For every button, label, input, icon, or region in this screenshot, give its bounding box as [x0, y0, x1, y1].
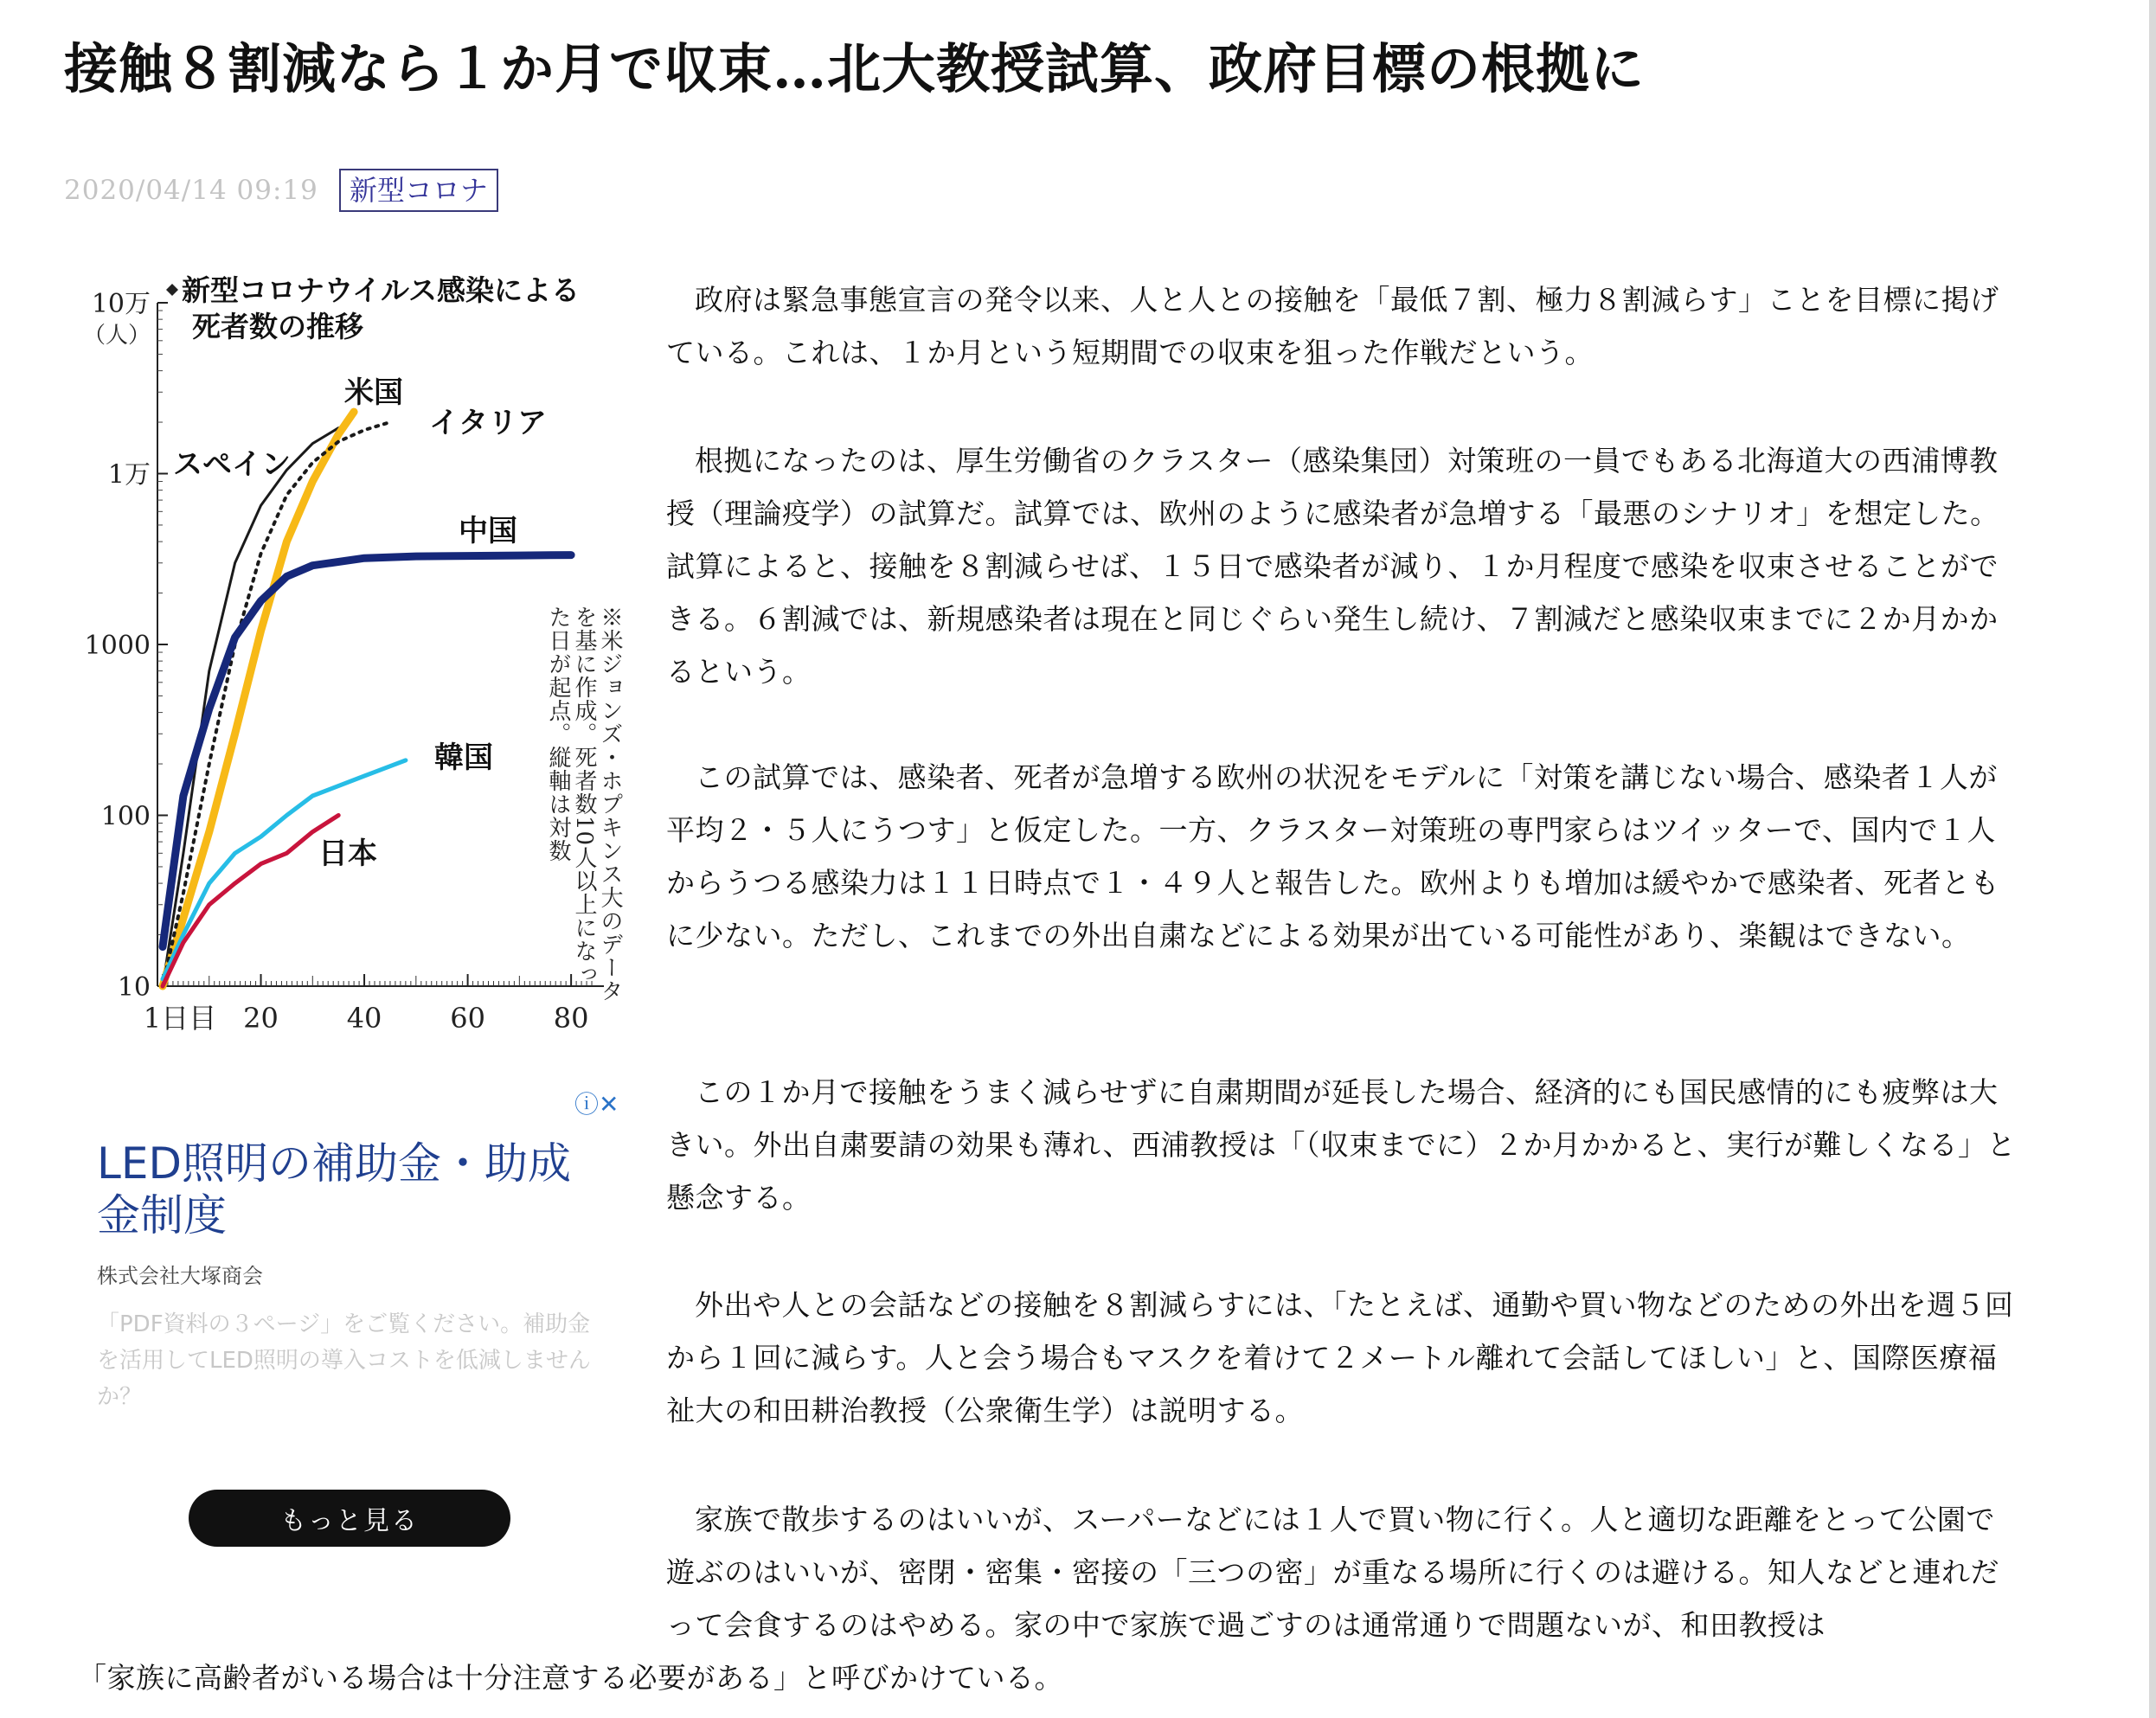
- series-line: [163, 412, 354, 986]
- x-tick-label: 1日目: [143, 1002, 217, 1035]
- ad-title[interactable]: LED照明の補助金・助成金制度: [97, 1138, 571, 1240]
- x-tick-label: 20: [243, 1002, 279, 1035]
- article-paragraph: 外出や人との会話などの接触を８割減らすには、「たとえば、通勤や買い物などのための外出を週５回から１回に減らす。人と会う場合もマスクを着けて２メートル離れて会話してほしい」と、国際医療福祉大の和田耕治教授（公衆衛生学）は説明する。: [666, 1288, 2014, 1427]
- y-tick-label: 100: [100, 801, 151, 832]
- chart-axes: [83, 289, 604, 1035]
- publish-datetime: 2020/04/14 09:19: [64, 175, 318, 206]
- chart-title: [166, 273, 580, 343]
- article-paragraph: この試算では、感染者、死者が急増する欧州の状況をモデルに「対策を講じない場合、感染者１人が平均２・５人にうつす」と仮定した。一方、クラスター対策班の専門家らはツイッターで、国内で１人からうつる感染力は１１日時点で１・４９人と報告した。欧州よりも増加は緩やかで感染者、死者ともに少ない。ただし、これまでの外出自粛などによる効果が出ている可能性があり、楽観はできない。: [666, 760, 1999, 952]
- ad-sponsor: 株式会社大塚商会: [97, 1264, 263, 1288]
- series-label: 韓国: [434, 740, 493, 775]
- series-label: イタリア: [429, 406, 547, 440]
- chart-title-line: 新型コロナウイルス感染による: [182, 273, 581, 307]
- deaths-chart: [43, 264, 640, 1060]
- y-tick-label: 10: [117, 972, 151, 1003]
- series-line: [163, 422, 390, 986]
- chart-note: [545, 606, 623, 1003]
- headline: 接触８割減なら１か月で収束…北大教授試算、政府目標の根拠に: [64, 37, 1646, 100]
- chart-note-column: ※米ジョンズ・ホプキンス大のデータ: [597, 606, 623, 1003]
- series-label: 日本: [318, 837, 377, 871]
- y-tick-label: 1万: [107, 459, 151, 490]
- chart-lines: [163, 412, 571, 986]
- article-paragraph: 政府は緊急事態宣言の発令以来、人と人との接触を「最低７割、極力８割減らす」ことを目標に掲げている。これは、１か月という短期間での収束を狙った作戦だという。: [666, 283, 1999, 369]
- y-tick-label: 1000: [84, 631, 151, 661]
- y-tick-label: 10万: [91, 289, 151, 319]
- more-button[interactable]: もっと見る: [189, 1490, 510, 1547]
- chart-note-column: を基に作成。死者数10人以上になっ: [571, 606, 597, 987]
- article-meta: [64, 166, 498, 215]
- chart-title-line: 死者数の推移: [192, 310, 363, 343]
- series-label: スペイン: [173, 447, 291, 482]
- x-tick-label: 40: [346, 1002, 382, 1035]
- scrollbar[interactable]: [2149, 0, 2156, 1718]
- category-tag[interactable]: 新型コロナ: [339, 169, 498, 212]
- series-label: 中国: [459, 514, 517, 548]
- x-tick-label: 60: [450, 1002, 485, 1035]
- article-paragraph-last-line: 「家族に高齢者がいる場合は十分注意する必要がある」と呼びかけている。: [78, 1661, 1063, 1695]
- article-paragraph: 家族で散歩するのはいいが、スーパーなどには１人で買い物に行く。人と適切な距離をとって公園で遊ぶのはいいが、密閉・密集・密接の「三つの密」が重なる場所に行くのは避ける。知人などと連れだって会食するのはやめる。家の中で家族で過ごすのは通常通りで問題ないが、和田教授は: [666, 1503, 1999, 1642]
- x-tick-label: 80: [553, 1002, 589, 1035]
- ad-choices-icon[interactable]: ⓘ✕: [574, 1090, 619, 1119]
- article-paragraph: この１か月で接触をうまく減らせずに自粛期間が延長した場合、経済的にも国民感情的にも疲弊は大きい。外出自粛要請の効果も薄れ、西浦教授は「（収束までに）２か月かかると、実行が難しくなる」と懸念する。: [666, 1075, 2016, 1215]
- article-paragraph: 根拠になったのは、厚生労働省のクラスター（感染集団）対策班の一員でもある北海道大の西浦博教授（理論疫学）の試算だ。試算では、欧州のように感染者が急増する「最悪のシナリオ」を想定した。試算によると、接触を８割減らせば、１５日で感染者が減り、１か月程度で感染を収束させることができる。６割減では、新規感染者は現在と同じぐらい発生し続け、７割減だと感染収束までに２か月かかるという。: [666, 444, 1999, 689]
- ad-block[interactable]: [97, 1086, 633, 1570]
- ad-description: 「PDF資料の３ページ」をご覧ください。補助金を活用してLED照明の導入コストを低減しませんか？: [97, 1311, 591, 1410]
- diamond-icon: [166, 284, 178, 296]
- chart-labels: [173, 375, 547, 871]
- chart-note-column: た日が起点。縦軸は対数: [545, 606, 571, 862]
- series-label: 米国: [344, 375, 403, 410]
- y-unit-label: （人）: [82, 323, 151, 349]
